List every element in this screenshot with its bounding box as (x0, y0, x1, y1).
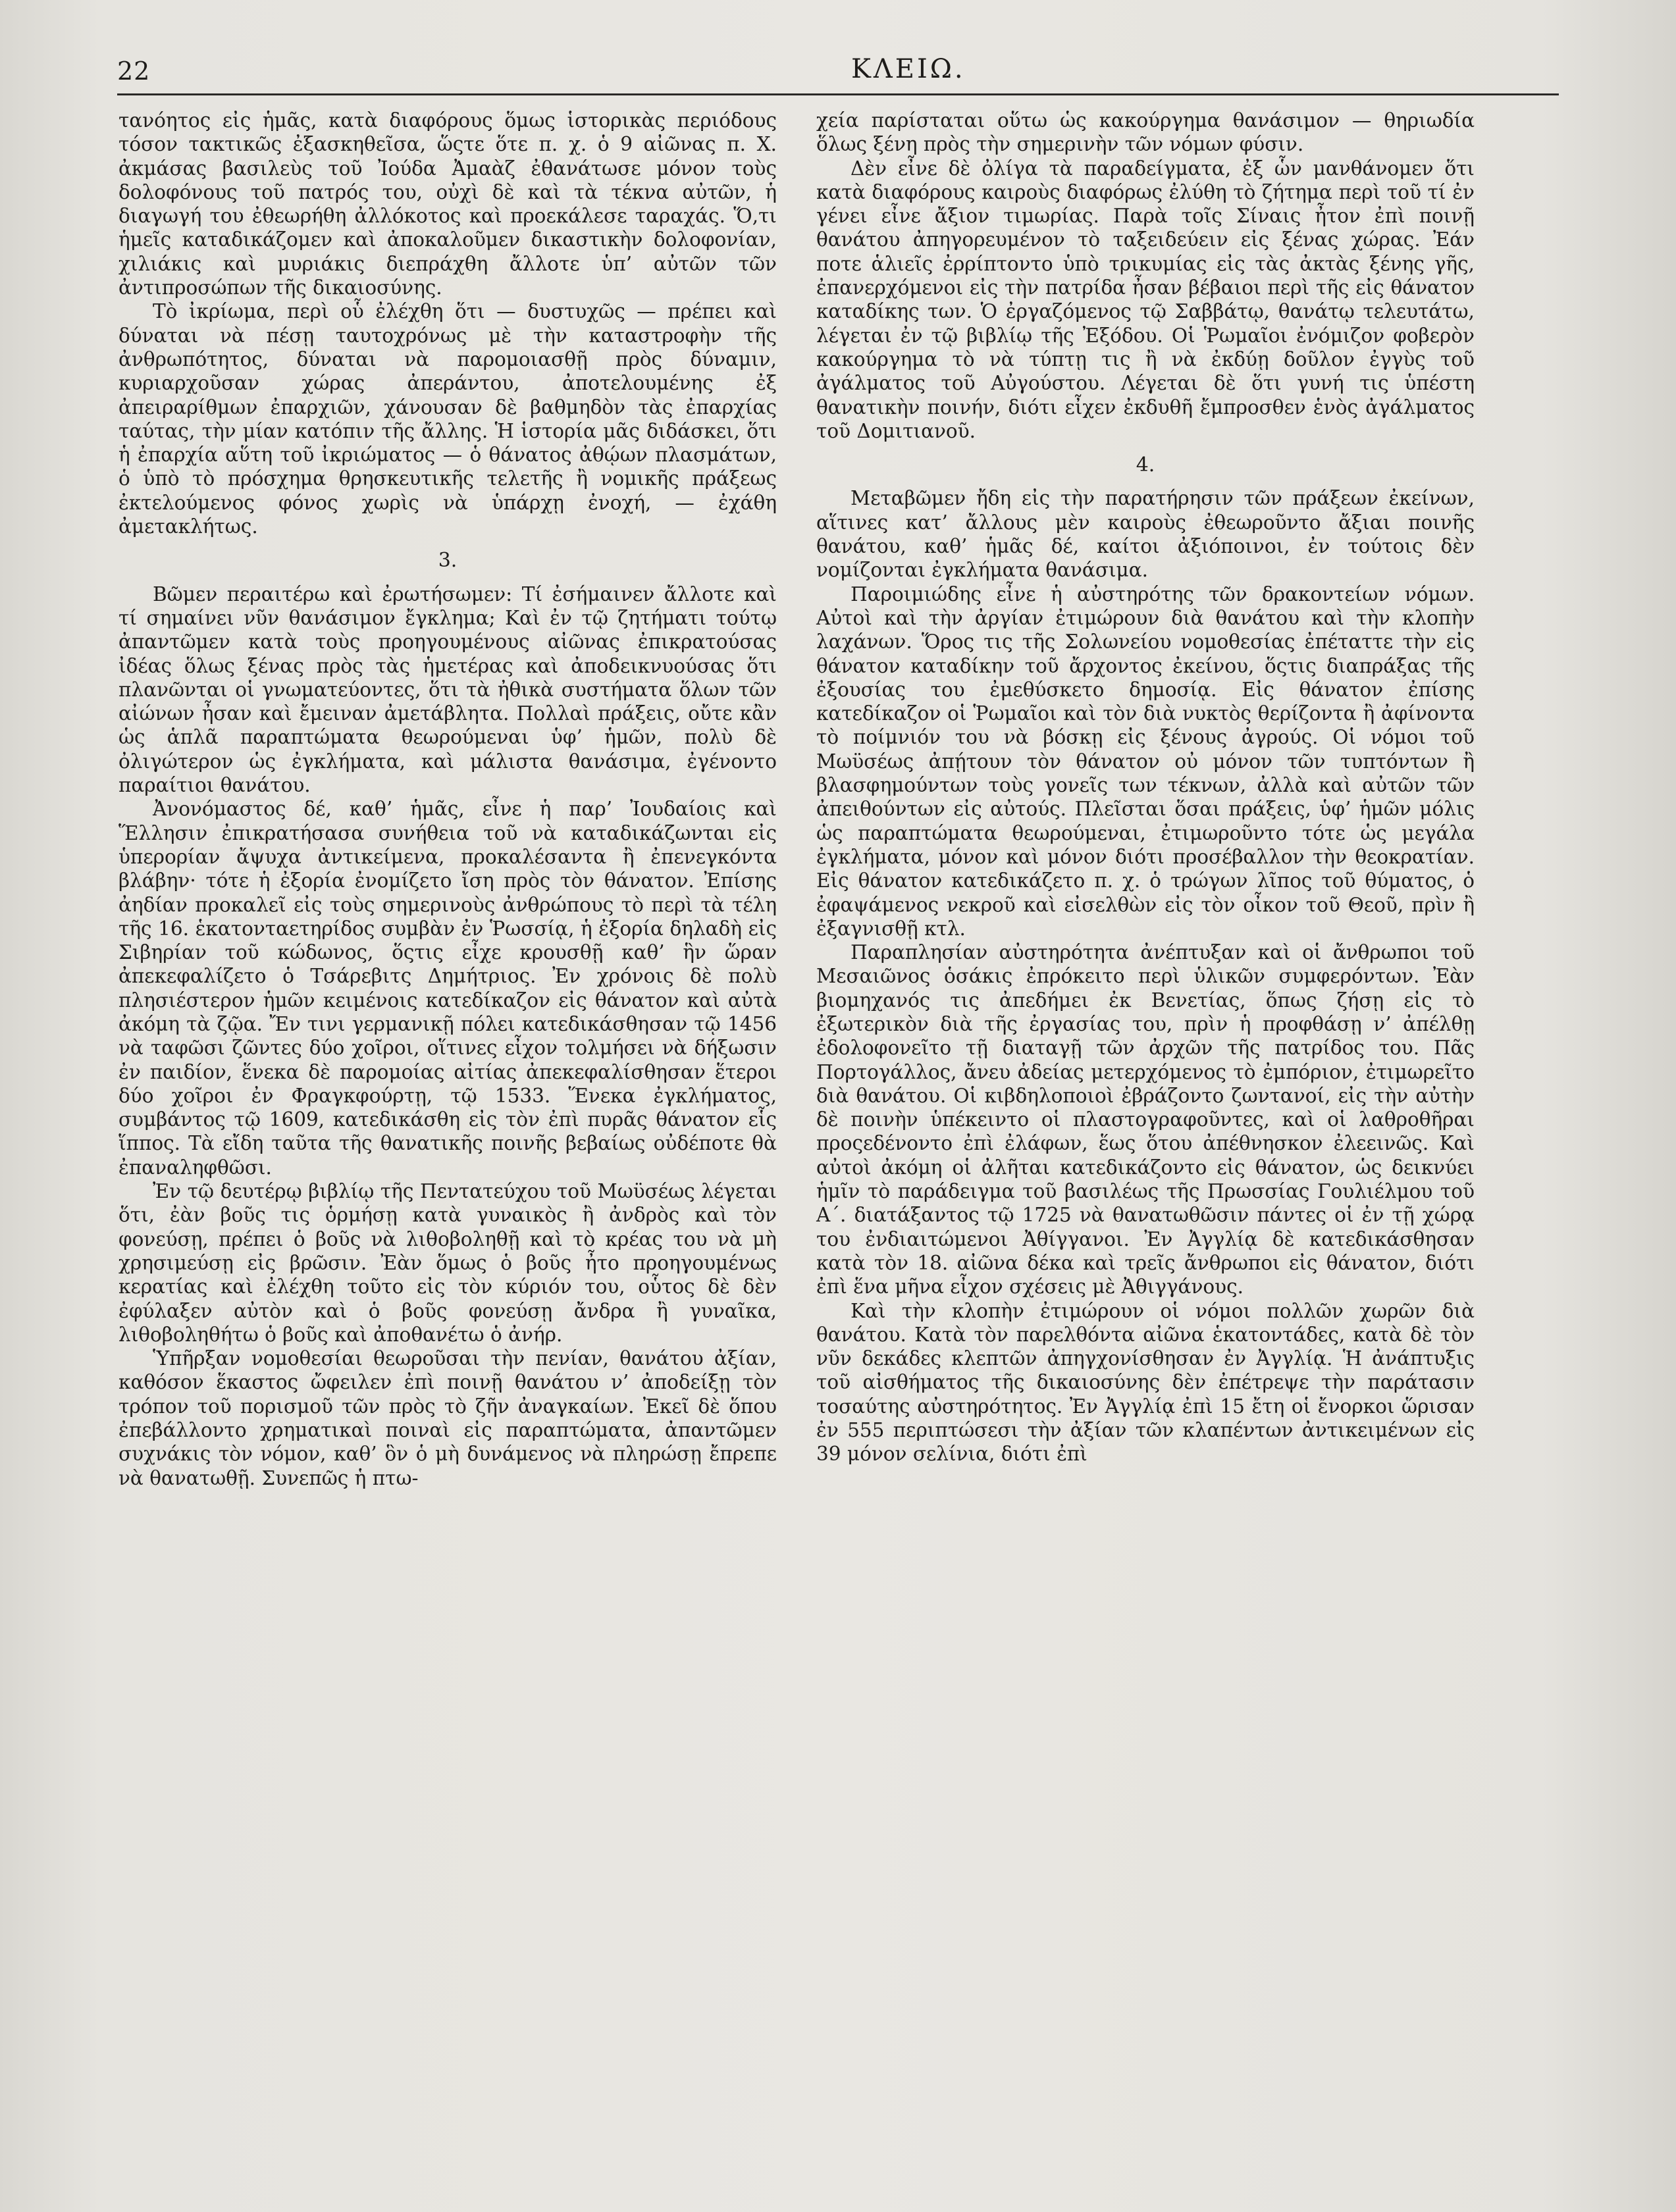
header-rule (117, 93, 1559, 95)
paragraph: Ἀνονόμαστος δέ, καθ’ ἡμᾶς, εἶνε ἡ παρ’ Ἰουδαίοις καὶ Ἕλλησιν ἐπικρατήσασα συνήθεια τοῦ νὰ καταδικάζωνται εἰς ὑπερορίαν ἄψυχα ἀντικείμενα, προκαλέσαντα ἢ ἐπενεγκόντα βλάβην· τότε ἡ ἐξορία ἐνομίζετο ἴση πρὸς τὸν θάνατον. Ἐπίσης ἀηδίαν προκαλεῖ εἰς τοὺς σημερινοὺς ἀνθρώπους τὸ περὶ τὰ τέλη τῆς 16. ἑκατονταετηρίδος συμβὰν ἐν Ῥωσσίᾳ, ἡ ἐξορία δηλαδὴ εἰς Σιβηρίαν τοῦ κώδωνος, ὅςτις εἶχε κρουσθῇ καθ’ ἣν ὥραν ἀπεκεφαλίζετο ὁ Τσάρεβιτς Δημήτριος. Ἐν χρόνοις δὲ πολὺ πλησιέστερον ἡμῶν κειμένοις κατεδίκαζον εἰς θάνατον καὶ αὐτὰ ἀκόμη τὰ ζῷα. Ἔν τινι γερμανικῇ πόλει κατεδικάσθησαν τῷ 1456 νὰ ταφῶσι ζῶντες δύο χοῖροι, οἵτινες εἶχον τολμήσει νὰ δήξωσιν ἐν παιδίον, ἕνεκα δὲ παρομοίας αἰτίας ἀπεκεφαλίσθησαν ἕτεροι δύο χοῖροι ἐν Φραγκφούρτῃ, τῷ 1533. Ἕνεκα ἐγκλήματος, συμβάντος τῷ 1609, κατεδικάσθη εἰς τὸν ἐπὶ πυρᾶς θάνατον εἷς ἵππος. Τὰ εἴδη ταῦτα τῆς θανατικῆς ποινῆς βεβαίως οὐδέποτε θὰ ἐπαναληφθῶσι. (118, 798, 777, 1179)
page-header (117, 51, 1559, 91)
journal-title: ΚΛΕΙΩ. (851, 54, 966, 84)
left-column (118, 109, 777, 1490)
paragraph: Παροιμιώδης εἶνε ἡ αὐστηρότης τῶν δρακοντείων νόμων. Αὐτοὶ καὶ τὴν ἀργίαν ἐτιμώρουν διὰ θανάτου καὶ τὴν κλοπὴν λαχάνων. Ὅρος τις τῆς Σολωνείου νομοθεσίας ἐπέταττε τὴν εἰς θάνατον καταδίκην τοῦ ἄρχοντος ἐκείνου, ὅςτις διαπράξας τῆς ἐξουσίας του ἐμεθύσκετο δημοσίᾳ. Εἰς θάνατον ἐπίσης κατεδίκαζον οἱ Ῥωμαῖοι καὶ τὸν διὰ νυκτὸς θερίζοντα ἢ ἀφίνοντα τὸ ποίμνιόν του νὰ βόσκῃ εἰς ξένους ἀγρούς. Οἱ νόμοι τοῦ Μωϋσέως ἀπῄτουν τὸν θάνατον οὐ μόνον τῶν τυπτόντων ἢ βλασφημούντων τοὺς γονεῖς των τέκνων, ἀλλὰ καὶ αὐτῶν τῶν ἀπειθούντων εἰς αὐτούς. Πλεῖσται ὅσαι πράξεις, ὑφ’ ἡμῶν μόλις ὡς παραπτώματα θεωρούμεναι, ἐτιμωροῦντο τότε ὡς μεγάλα ἐγκλήματα, μόνον καὶ μόνον διότι προσέβαλλον τὴν θεοκρατίαν. Εἰς θάνατον κατεδικάζετο π. χ. ὁ τρώγων λῖπος τοῦ θύματος, ὁ ἐφαψάμενος νεκροῦ καὶ εἰσελθὼν εἰς τὸν οἶκον τοῦ Θεοῦ, πρὶν ἢ ἐξαγνισθῇ κτλ. (816, 582, 1475, 940)
right-column (816, 109, 1475, 1466)
paragraph: τανόητος εἰς ἡμᾶς, κατὰ διαφόρους ὅμως ἱστορικὰς περιόδους τόσον τακτικῶς ἐξασκηθεῖσα, ὥςτε ὅτε π. χ. ὁ 9 αἰῶνας π. Χ. ἀκμάσας βασιλεὺς τοῦ Ἰούδα Ἀμαὰζ ἐθανάτωσε μόνον τοὺς δολοφόνους τοῦ πατρός του, οὐχὶ δὲ καὶ τὰ τέκνα αὐτῶν, ἡ διαγωγή του ἐθεωρήθη ἀλλόκοτος καὶ προεκάλεσε ταραχάς. Ὅ,τι ἡμεῖς καταδικάζομεν καὶ ἀποκαλοῦμεν δικαστικὴν δολοφονίαν, χιλιάκις καὶ μυριάκις διεπράχθη ἄλλοτε ὑπ’ αὐτῶν τῶν ἀντιπροσώπων τῆς δικαιοσύνης. (118, 109, 777, 299)
paragraph: Τὸ ἰκρίωμα, περὶ οὗ ἐλέχθη ὅτι — δυστυχῶς — πρέπει καὶ δύναται νὰ πέσῃ ταυτοχρόνως μὲ τὴν καταστροφὴν τῆς ἀνθρωπότητος, δύναται νὰ παρομοιασθῇ πρὸς δύναμιν, κυριαρχοῦσαν χώρας ἀπεράντου, ἀποτελουμένης ἐξ ἀπειραρίθμων ἐπαρχιῶν, χάνουσαν δὲ βαθμηδὸν τὰς ἐπαρχίας ταύτας, τὴν μίαν κατόπιν τῆς ἄλλης. Ἡ ἱστορία μᾶς διδάσκει, ὅτι ἡ ἐπαρχία αὕτη τοῦ ἰκριώματος — ὁ θάνατος ἀθῴων πλασμάτων, ὁ ὑπὸ τὸ πρόσχημα θρησκευτικῆς τελετῆς ἢ νομικῆς πράξεως ἐκτελούμενος φόνος χωρὶς νὰ ὑπάρχῃ ἐνοχή, — ἐχάθη ἀμετακλήτως. (118, 300, 777, 538)
paragraph: χεία παρίσταται οὕτω ὡς κακούργημα θανάσιμον — θηριωδία ὅλως ξένη πρὸς τὴν σημερινὴν τῶν νόμων φύσιν. (816, 109, 1475, 156)
paragraph: Δὲν εἶνε δὲ ὀλίγα τὰ παραδείγματα, ἐξ ὧν μανθάνομεν ὅτι κατὰ διαφόρους καιροὺς διαφόρως ἐλύθη τὸ ζήτημα περὶ τοῦ τί ἐν γένει εἶνε ἄξιον τιμωρίας. Παρὰ τοῖς Σίναις ἦτον ἐπὶ ποινῇ θανάτου ἀπηγορευμένον τὸ ταξειδεύειν εἰς ξένας χώρας. Ἐάν ποτε ἁλιεῖς ἐρρίπτοντο ὑπὸ τρικυμίας εἰς τὰς ἀκτὰς ξένης γῆς, ἐπανερχόμενοι εἰς τὴν πατρίδα ἦσαν βέβαιοι περὶ τῆς εἰς θάνατον καταδίκης των. Ὁ ἐργαζόμενος τῷ Σαββάτῳ, θανάτῳ τελευτάτω, λέγεται ἐν τῷ βιβλίῳ τῆς Ἐξόδου. Οἱ Ῥωμαῖοι ἐνόμιζον φοβερὸν κακούργημα τὸ νὰ τύπτῃ τις ἢ νὰ ἐκδύῃ δοῦλον ἐγγὺς τοῦ ἀγάλματος τοῦ Αὐγούστου. Λέγεται δὲ ὅτι γυνή τις ὑπέστη θανατικὴν ποινήν, διότι εἶχεν ἐκδυθῆ ἔμπροσθεν ἑνὸς ἀγάλματος τοῦ Δομιτιανοῦ. (816, 157, 1475, 442)
paragraph: Καὶ τὴν κλοπὴν ἐτιμώρουν οἱ νόμοι πολλῶν χωρῶν διὰ θανάτου. Κατὰ τὸν παρελθόντα αἰῶνα ἑκατοντάδες, κατὰ δὲ τὸν νῦν δεκάδες κλεπτῶν ἀπηγχονίσθησαν ἐν Ἀγγλίᾳ. Ἡ ἀνάπτυξις τοῦ αἰσθήματος τῆς δικαιοσύνης δὲν ἐπέτρεψε τὴν παράτασιν τοσαύτης αὐστηρότητος. Ἐν Ἀγγλίᾳ ἐπὶ 15 ἔτη οἱ ἔνορκοι ὥρισαν ἐν 555 περιπτώσεσι τὴν ἀξίαν τῶν κλαπέντων ἀντικειμένων εἰς 39 μόνον σελίνια, διότι ἐπὶ (816, 1299, 1475, 1466)
paragraph: Μεταβῶμεν ἤδη εἰς τὴν παρατήρησιν τῶν πράξεων ἐκείνων, αἵτινες κατ’ ἄλλους μὲν καιροὺς ἐθεωροῦντο ἄξιαι ποινῆς θανάτου, καθ’ ἡμᾶς δέ, καίτοι ἀξιόποινοι, ἐν τούτοις δὲν νομίζονται ἐγκλήματα θανάσιμα. (816, 487, 1475, 582)
page-number: 22 (117, 57, 151, 86)
section-number: 4. (1136, 453, 1155, 477)
paragraph: Ἐν τῷ δευτέρῳ βιβλίῳ τῆς Πεντατεύχου τοῦ Μωϋσέως λέγεται ὅτι, ἐὰν βοῦς τις ὁρμήσῃ κατὰ γυναικὸς ἢ ἀνδρὸς καὶ τὸν φονεύσῃ, πρέπει ὁ βοῦς νὰ λιθοβοληθῇ καὶ τὸ κρέας του νὰ μὴ χρησιμεύσῃ εἰς βρῶσιν. Ἐὰν ὅμως ὁ βοῦς ἦτο προηγουμένως κερατίας καὶ ἐλέχθη τοῦτο εἰς τὸν κύριόν του, οὗτος δὲ δὲν ἐφύλαξεν αὐτὸν καὶ ὁ βοῦς φονεύσῃ ἄνδρα ἢ γυναῖκα, λιθοβοληθήτω ὁ βοῦς καὶ ἀποθανέτω ὁ ἀνήρ. (118, 1180, 777, 1346)
paragraph: Ὑπῆρξαν νομοθεσίαι θεωροῦσαι τὴν πενίαν, θανάτου ἀξίαν, καθόσον ἕκαστος ὤφειλεν ἐπὶ ποινῇ θανάτου ν’ ἀποδείξῃ τὸν τρόπον τοῦ πορισμοῦ τῶν πρὸς τὸ ζῆν ἀναγκαίων. Ἐκεῖ δὲ ὅπου ἐπεβάλλοντο χρηματικαὶ ποιναὶ εἰς παραπτώματα, ἀπαντῶμεν συχνάκις τὸν νόμον, καθ’ ὃν ὁ μὴ δυνάμενος νὰ πληρώσῃ ἔπρεπε νὰ θανατωθῇ. Συνεπῶς ἡ πτω- (118, 1347, 777, 1489)
paragraph: Παραπλησίαν αὐστηρότητα ἀνέπτυξαν καὶ οἱ ἄνθρωποι τοῦ Μεσαιῶνος ὁσάκις ἐπρόκειτο περὶ ὑλικῶν συμφερόντων. Ἐὰν βιομηχανός τις ἀπεδήμει ἐκ Βενετίας, ὅπως ζήσῃ εἰς τὸ ἐξωτερικὸν διὰ τῆς ἐργασίας του, πρὶν ἡ προφθάσῃ ν’ ἀπέλθῃ ἐδολοφονεῖτο τῇ διαταγῇ τῶν ἀρχῶν τῆς πατρίδος του. Πᾶς Πορτογάλλος, ἄνευ ἀδείας μετερχόμενος τὸ ἐμπόριον, ἐτιμωρεῖτο διὰ θανάτου. Οἱ κιβδηλοποιοὶ ἐβράζοντο ζωντανοί, εἰς τὴν αὐτὴν δὲ ποινὴν ὑπέκειντο οἱ πλαστογραφοῦντες, καὶ οἱ λαθροθῆραι προςεδένοντο ἐπὶ ἐλάφων, ἕως ὅτου ἀπέθνησκον ἐλεεινῶς. Καὶ αὐτοὶ ἀκόμη οἱ ἀλῆται κατεδικάζοντο εἰς θάνατον, ὡς δεικνύει ἡμῖν τὸ παράδειγμα τοῦ βασιλέως τῆς Πρωσσίας Γουλιέλμου τοῦ Α΄. διατάξαντος τῷ 1725 νὰ θανατωθῶσιν πάντες οἱ ἐν τῇ χώρᾳ του ἐνδιαιτώμενοι Ἀθίγγανοι. Ἐν Ἀγγλίᾳ δὲ κατεδικάσθησαν κατὰ τὸν 18. αἰῶνα δέκα καὶ τρεῖς ἄνθρωποι εἰς θάνατον, διότι ἐπὶ ἕνα μῆνα εἶχον σχέσεις μὲ Ἀθιγγάνους. (816, 941, 1475, 1299)
paragraph: Βῶμεν περαιτέρω καὶ ἐρωτήσωμεν: Τί ἐσήμαινεν ἄλλοτε καὶ τί σημαίνει νῦν θανάσιμον ἔγκλημα; Καὶ ἐν τῷ ζητήματι τούτῳ ἀπαντῶμεν κατὰ τοὺς προηγουμένους αἰῶνας ἐπικρατούσας ἰδέας ὅλως ξένας πρὸς τὰς ἡμετέρας καὶ ἀποδεικνυούσας ὅτι πλανῶνται οἱ γνωματεύοντες, ὅτι τὰ ἠθικὰ συστήματα ὅλων τῶν αἰώνων ἦσαν καὶ ἔμειναν ἀμετάβλητα. Πολλαὶ πράξεις, οὔτε κἂν ὡς ἁπλᾶ παραπτώματα θεωρούμεναι ὑφ’ ἡμῶν, πολὺ δὲ ὀλιγώτερον ὡς ἐγκλήματα, καὶ μάλιστα θανάσιμα, ἐγένοντο παραίτιοι θανάτου. (118, 582, 777, 797)
section-number: 3. (438, 549, 458, 573)
